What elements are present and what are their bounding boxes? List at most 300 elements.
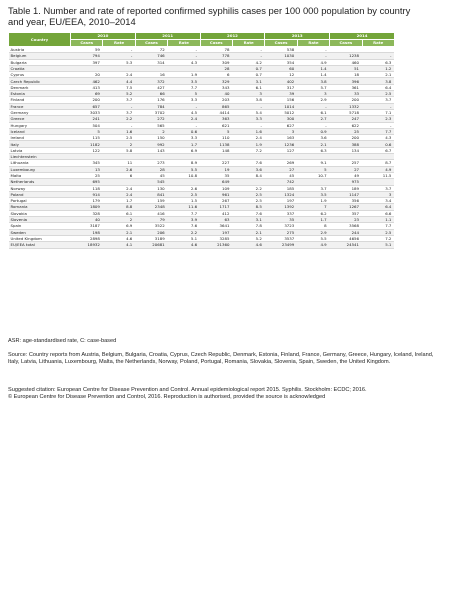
cases-cell: 3641 — [200, 223, 232, 229]
cases-cell: 3189 — [135, 235, 167, 241]
cases-cell: 51 — [330, 65, 362, 71]
cases-cell: 462 — [71, 78, 103, 84]
rate-cell: 1.7 — [168, 141, 200, 147]
cases-cell: 20 — [71, 72, 103, 78]
cases-cell: 992 — [135, 141, 167, 147]
rate-cell: 4.6 — [103, 235, 135, 241]
rate-cell: 5.1 — [168, 235, 200, 241]
rate-cell: 10.8 — [168, 172, 200, 178]
country-cell: Czech Republic — [9, 78, 71, 84]
rate-cell: - — [168, 47, 200, 53]
rate-header: Rate — [103, 40, 135, 47]
country-cell: Cyprus — [9, 72, 71, 78]
cases-cell: 179 — [71, 198, 103, 204]
rate-cell: 7.8 — [232, 223, 264, 229]
rate-cell: 7.5 — [103, 84, 135, 90]
rate-cell: 8 — [297, 223, 329, 229]
rate-cell: 7.7 — [362, 128, 394, 134]
cases-cell: 2348 — [135, 204, 167, 210]
rate-cell: 8.4 — [232, 172, 264, 178]
country-cell: France — [9, 103, 71, 109]
rate-cell: - — [103, 47, 135, 53]
abbreviations-note: ASR: age-standardised rate, C: case-based — [8, 338, 117, 344]
rate-cell: 2.4 — [168, 116, 200, 122]
cases-cell: 78 — [200, 47, 232, 53]
rate-cell: 8.8 — [103, 204, 135, 210]
cases-cell: 176 — [135, 97, 167, 103]
cases-cell: 742 — [265, 179, 297, 185]
cases-cell: 118 — [71, 185, 103, 191]
cases-cell: 24541 — [330, 242, 362, 248]
cases-cell: 794 — [71, 53, 103, 59]
cases-cell: 227 — [200, 160, 232, 166]
cases-cell: 6 — [200, 72, 232, 78]
rate-cell: 2.4 — [103, 185, 135, 191]
rate-cell: 5.4 — [232, 109, 264, 115]
rate-cell: 11 — [103, 160, 135, 166]
rate-cell: 5.2 — [103, 91, 135, 97]
cases-cell: 314 — [135, 59, 167, 65]
cases-cell: 25 — [330, 128, 362, 134]
rate-cell: 7.6 — [232, 210, 264, 216]
rate-cell: 5 — [168, 91, 200, 97]
cases-cell: 396 — [330, 78, 362, 84]
cases-cell: 189 — [330, 185, 362, 191]
cases-cell: 269 — [265, 160, 297, 166]
country-cell: Hungary — [9, 122, 71, 128]
country-cell: Liechtenstein — [9, 154, 71, 160]
rate-cell: 4.4 — [103, 78, 135, 84]
country-cell: Bulgaria — [9, 59, 71, 65]
rate-cell: 3.7 — [362, 185, 394, 191]
cases-cell: 3568 — [330, 223, 362, 229]
rate-cell: 4.3 — [362, 135, 394, 141]
country-cell: Luxembourg — [9, 166, 71, 172]
rate-cell: 1.5 — [168, 198, 200, 204]
rate-cell: 1.2 — [362, 65, 394, 71]
rate-cell: - — [232, 103, 264, 109]
year-header: 2013 — [265, 33, 330, 40]
cases-cell: 273 — [135, 160, 167, 166]
country-cell: Italy — [9, 141, 71, 147]
cases-cell: 69 — [71, 91, 103, 97]
rate-cell: 3.1 — [232, 78, 264, 84]
cases-cell: 28 — [135, 166, 167, 172]
cases-cell: 1236 — [265, 141, 297, 147]
cases-cell: 317 — [265, 84, 297, 90]
cases-cell: 156 — [265, 97, 297, 103]
cases-cell: 1238 — [330, 53, 362, 59]
cases-cell: 412 — [200, 210, 232, 216]
rate-cell: 4.9 — [297, 59, 329, 65]
country-cell: United Kingdom — [9, 235, 71, 241]
country-cell: Germany — [9, 109, 71, 115]
cases-cell: 28 — [200, 65, 232, 71]
cases-cell: 545 — [135, 179, 167, 185]
rate-cell: 10.7 — [297, 172, 329, 178]
rate-cell: 7.1 — [362, 109, 394, 115]
rate-cell: 2 — [103, 217, 135, 223]
rate-cell: 2 — [103, 141, 135, 147]
rate-cell: - — [297, 53, 329, 59]
rate-cell: 3.7 — [103, 109, 135, 115]
cases-cell: 1014 — [265, 103, 297, 109]
year-header: 2014 — [330, 33, 395, 40]
cases-cell: 150 — [135, 135, 167, 141]
rate-cell: 3 — [232, 91, 264, 97]
cases-cell: 197 — [265, 198, 297, 204]
cases-cell: 203 — [200, 97, 232, 103]
rate-cell: - — [168, 103, 200, 109]
country-cell: Croatia — [9, 65, 71, 71]
rate-cell: 7 — [297, 204, 329, 210]
rate-cell: 6.4 — [362, 84, 394, 90]
source-note: Source: Country reports from Austria, Belgium, Bulgaria, Croatia, Cyprus, Czech Republic, Denmark, Estonia, Finland, France, Germany, Greece, Hungary, Iceland, Ireland, Italy, Latvia, Lithuania, Luxembourg, Malta, the Netherlands, Norway, Poland, Portugal, Romania, Slovakia, Slovenia, Spain, Sweden, the United Kingdom. — [8, 352, 434, 366]
cases-cell: 3702 — [135, 109, 167, 115]
cases-cell: 200 — [330, 97, 362, 103]
rate-cell: 4.6 — [168, 242, 200, 248]
rate-cell: 7.7 — [362, 223, 394, 229]
year-header: 2012 — [200, 33, 265, 40]
rate-cell: 2.5 — [103, 135, 135, 141]
rate-cell: 0.7 — [232, 65, 264, 71]
table-row — [9, 242, 395, 248]
country-cell: Portugal — [9, 198, 71, 204]
cases-cell: 122 — [71, 147, 103, 153]
rate-cell: 6.3 — [362, 59, 394, 65]
country-cell: Sweden — [9, 229, 71, 235]
cases-cell: 354 — [265, 59, 297, 65]
rate-cell: 3.3 — [168, 135, 200, 141]
cases-cell: 1147 — [330, 191, 362, 197]
cases-cell: 25 — [71, 172, 103, 178]
rate-cell: 5.1 — [362, 242, 394, 248]
cases-cell: 397 — [71, 59, 103, 65]
rate-cell: 6.9 — [103, 223, 135, 229]
cases-cell: 361 — [330, 84, 362, 90]
rate-cell: 4.2 — [232, 59, 264, 65]
rate-cell: 8.5 — [232, 204, 264, 210]
cases-cell: 60 — [265, 65, 297, 71]
rate-cell: - — [362, 53, 394, 59]
rate-cell: 11.5 — [362, 172, 394, 178]
cases-header: Cases — [200, 40, 232, 47]
cases-cell: 337 — [265, 210, 297, 216]
cases-cell: 975 — [330, 179, 362, 185]
rate-cell: 3.7 — [362, 97, 394, 103]
rate-cell: 1.6 — [232, 128, 264, 134]
country-cell: Poland — [9, 191, 71, 197]
cases-cell: 12 — [265, 72, 297, 78]
rate-cell: 5.5 — [297, 235, 329, 241]
cases-cell: 241 — [71, 116, 103, 122]
cases-cell: 115 — [71, 135, 103, 141]
rate-cell: - — [297, 122, 329, 128]
rate-cell: 3.1 — [232, 217, 264, 223]
cases-cell: 206 — [135, 229, 167, 235]
cases-cell: 1267 — [330, 204, 362, 210]
rate-cell: 11.6 — [168, 204, 200, 210]
cases-cell: 357 — [330, 210, 362, 216]
rate-cell: 1.6 — [103, 128, 135, 134]
cases-cell: 275 — [265, 229, 297, 235]
rate-cell: 5.5 — [168, 166, 200, 172]
rate-cell: 4.9 — [297, 242, 329, 248]
cases-cell: 627 — [265, 122, 297, 128]
rate-cell: 7.2 — [232, 147, 264, 153]
cases-cell: 45 — [135, 172, 167, 178]
rate-cell: 3.9 — [168, 217, 200, 223]
country-cell: Denmark — [9, 84, 71, 90]
rate-cell: 3.3 — [168, 97, 200, 103]
cases-cell: 372 — [135, 78, 167, 84]
rate-cell: - — [362, 122, 394, 128]
cases-cell: 200 — [71, 97, 103, 103]
cases-cell: 134 — [330, 147, 362, 153]
country-column-header: Country — [9, 33, 71, 47]
rate-cell: 3.4 — [362, 198, 394, 204]
cases-cell: 49 — [330, 172, 362, 178]
rate-cell: 8.7 — [362, 160, 394, 166]
rate-cell: 2.4 — [232, 135, 264, 141]
rate-cell: 1.4 — [297, 65, 329, 71]
rate-cell: 2.9 — [297, 229, 329, 235]
cases-cell: 402 — [265, 78, 297, 84]
rate-cell: 0.9 — [297, 128, 329, 134]
cases-cell: 3187 — [71, 223, 103, 229]
rate-cell: 5.3 — [103, 59, 135, 65]
cases-cell: 35 — [200, 172, 232, 178]
cases-cell: 72 — [135, 47, 167, 53]
cases-cell: 746 — [135, 53, 167, 59]
rate-cell: 2.4 — [103, 191, 135, 197]
rate-cell: 3.8 — [232, 97, 264, 103]
cases-cell: 45 — [265, 172, 297, 178]
cases-cell: 19 — [200, 166, 232, 172]
rate-cell: 3.5 — [297, 191, 329, 197]
cases-cell: 865 — [200, 103, 232, 109]
cases-cell: 356 — [330, 198, 362, 204]
cases-cell: 244 — [330, 229, 362, 235]
rate-cell: 3.8 — [297, 78, 329, 84]
cases-cell: 59 — [71, 47, 103, 53]
cases-cell: 5 — [71, 128, 103, 134]
cases-cell: 300 — [265, 116, 297, 122]
cases-cell: 247 — [330, 116, 362, 122]
cases-cell: 363 — [200, 116, 232, 122]
cases-cell: 1332 — [330, 103, 362, 109]
rate-cell: 2.5 — [232, 191, 264, 197]
cases-header: Cases — [135, 40, 167, 47]
cases-cell: 148 — [200, 147, 232, 153]
rate-cell: 1.4 — [297, 72, 329, 78]
cases-cell: 345 — [71, 160, 103, 166]
rate-cell: - — [297, 103, 329, 109]
cases-cell: 2 — [135, 128, 167, 134]
year-header: 2011 — [135, 33, 200, 40]
rate-cell: 6.7 — [362, 147, 394, 153]
cases-cell: 5718 — [330, 109, 362, 115]
rate-cell: - — [362, 103, 394, 109]
country-cell: Latvia — [9, 147, 71, 153]
rate-cell: 6 — [103, 172, 135, 178]
rate-cell: 2.1 — [297, 141, 329, 147]
rate-cell: 5.7 — [297, 84, 329, 90]
cases-cell: 388 — [330, 141, 362, 147]
country-cell: Greece — [9, 116, 71, 122]
rate-cell: 2.5 — [362, 91, 394, 97]
cases-cell: 198 — [71, 229, 103, 235]
cases-cell: 1809 — [71, 204, 103, 210]
rate-cell: 1.7 — [297, 217, 329, 223]
cases-cell: 416 — [135, 210, 167, 216]
country-cell: Finland — [9, 97, 71, 103]
rate-cell: 2.5 — [232, 198, 264, 204]
rate-cell: 5.8 — [103, 147, 135, 153]
cases-cell: 63 — [200, 217, 232, 223]
cases-cell: 1030 — [265, 53, 297, 59]
cases-cell: 1182 — [71, 141, 103, 147]
cases-cell: 3723 — [265, 223, 297, 229]
cases-cell: 1392 — [265, 204, 297, 210]
cases-cell: 40 — [71, 217, 103, 223]
cases-cell: 23 — [330, 217, 362, 223]
rate-cell: 1.9 — [297, 198, 329, 204]
rate-cell: - — [232, 122, 264, 128]
rate-cell: 4.5 — [168, 109, 200, 115]
cases-cell: 185 — [265, 185, 297, 191]
cases-cell: 18932 — [71, 242, 103, 248]
country-cell: Austria — [9, 47, 71, 53]
cases-cell: 778 — [200, 53, 232, 59]
table-title: Table 1. Number and rate of reported confirmed syphilis cases per 100 000 population by country and year, EU/EEA, 2010–2014 — [8, 5, 411, 27]
citation-note: Suggested citation: European Centre for Disease Prevention and Control. Annual epidemiological report 2015. Syphilis. Stockholm: ECDC; 2016. — [8, 387, 367, 393]
cases-cell: 267 — [200, 198, 232, 204]
rate-cell: 3.5 — [168, 78, 200, 84]
rate-cell: 7.6 — [232, 160, 264, 166]
cases-cell: 197 — [200, 229, 232, 235]
country-cell: Romania — [9, 204, 71, 210]
rate-header: Rate — [362, 40, 394, 47]
rate-cell: 2.2 — [103, 116, 135, 122]
cases-cell: 4656 — [330, 235, 362, 241]
cases-cell: 657 — [71, 103, 103, 109]
rate-cell: 6.2 — [297, 210, 329, 216]
rate-cell: 3 — [297, 91, 329, 97]
cases-cell: 127 — [265, 147, 297, 153]
rate-cell: 7.7 — [168, 210, 200, 216]
country-cell: Malta — [9, 172, 71, 178]
cases-cell: 163 — [265, 135, 297, 141]
cases-cell: 109 — [200, 185, 232, 191]
cases-cell: 130 — [135, 185, 167, 191]
cases-cell: 1324 — [265, 191, 297, 197]
cases-cell: 18 — [330, 72, 362, 78]
rate-cell: 2.3 — [362, 116, 394, 122]
rate-cell: 2.6 — [103, 166, 135, 172]
rate-cell: 1.9 — [232, 141, 264, 147]
cases-cell: 504 — [71, 122, 103, 128]
copyright-note: © European Centre for Disease Prevention and Control, 2016. Reproduction is authorised, provided the source is acknowledged — [8, 394, 326, 401]
rate-cell: 2.2 — [232, 185, 264, 191]
rate-cell: 1.9 — [168, 72, 200, 78]
cases-cell: 695 — [71, 179, 103, 185]
rate-cell: 3.6 — [232, 166, 264, 172]
rate-cell: 6.6 — [362, 210, 394, 216]
cases-cell: 565 — [135, 122, 167, 128]
cases-cell: 413 — [71, 84, 103, 90]
rate-cell: 0.6 — [362, 141, 394, 147]
rate-cell: - — [103, 103, 135, 109]
cases-cell: 621 — [200, 122, 232, 128]
cases-header: Cases — [330, 40, 362, 47]
rate-cell: - — [103, 122, 135, 128]
rate-cell: 7.7 — [168, 84, 200, 90]
country-cell: Iceland — [9, 128, 71, 134]
country-cell: Lithuania — [9, 160, 71, 166]
cases-cell: 329 — [200, 78, 232, 84]
cases-cell: 20681 — [135, 242, 167, 248]
cases-cell: 39 — [265, 91, 297, 97]
cases-cell: 3033 — [71, 109, 103, 115]
rate-cell: 3.3 — [232, 116, 264, 122]
rate-header: Rate — [168, 40, 200, 47]
cases-cell: 1717 — [200, 204, 232, 210]
rate-cell: 6.9 — [168, 147, 200, 153]
rate-cell: 5 — [297, 166, 329, 172]
cases-cell: 257 — [330, 160, 362, 166]
rate-cell: 6.3 — [297, 147, 329, 153]
country-cell: Norway — [9, 185, 71, 191]
cases-cell: 649 — [200, 179, 232, 185]
rate-cell: 3.8 — [362, 78, 394, 84]
rate-cell: 2.6 — [168, 185, 200, 191]
cases-cell: 328 — [71, 210, 103, 216]
cases-cell: 961 — [200, 191, 232, 197]
country-cell: Ireland — [9, 135, 71, 141]
rate-header: Rate — [232, 40, 264, 47]
rate-cell: 4.6 — [232, 242, 264, 248]
cases-cell: 272 — [135, 116, 167, 122]
rate-cell: 2.1 — [232, 229, 264, 235]
rate-cell: 3.6 — [297, 135, 329, 141]
rate-cell: 4.1 — [103, 242, 135, 248]
cases-header: Cases — [71, 40, 103, 47]
cases-cell: 3522 — [135, 223, 167, 229]
rate-cell: 5.2 — [232, 235, 264, 241]
rate-cell: 2.5 — [362, 229, 394, 235]
rate-cell: 2.2 — [168, 229, 200, 235]
citation-block — [8, 387, 444, 402]
cases-cell: 3 — [265, 128, 297, 134]
cases-cell: 143 — [135, 147, 167, 153]
rate-cell: - — [168, 53, 200, 59]
rate-cell: 2.7 — [297, 116, 329, 122]
cases-cell: 1138 — [200, 141, 232, 147]
cases-cell: 40 — [200, 91, 232, 97]
rate-cell: 1.1 — [362, 217, 394, 223]
rate-cell: 2.1 — [103, 229, 135, 235]
year-header: 2010 — [71, 33, 136, 40]
cases-cell: 622 — [330, 122, 362, 128]
cases-cell: 33 — [330, 91, 362, 97]
rate-cell: - — [168, 122, 200, 128]
rate-cell: 6.4 — [362, 204, 394, 210]
cases-cell: 16 — [135, 72, 167, 78]
cases-cell: 27 — [330, 166, 362, 172]
cases-header: Cases — [265, 40, 297, 47]
country-cell: Belgium — [9, 53, 71, 59]
